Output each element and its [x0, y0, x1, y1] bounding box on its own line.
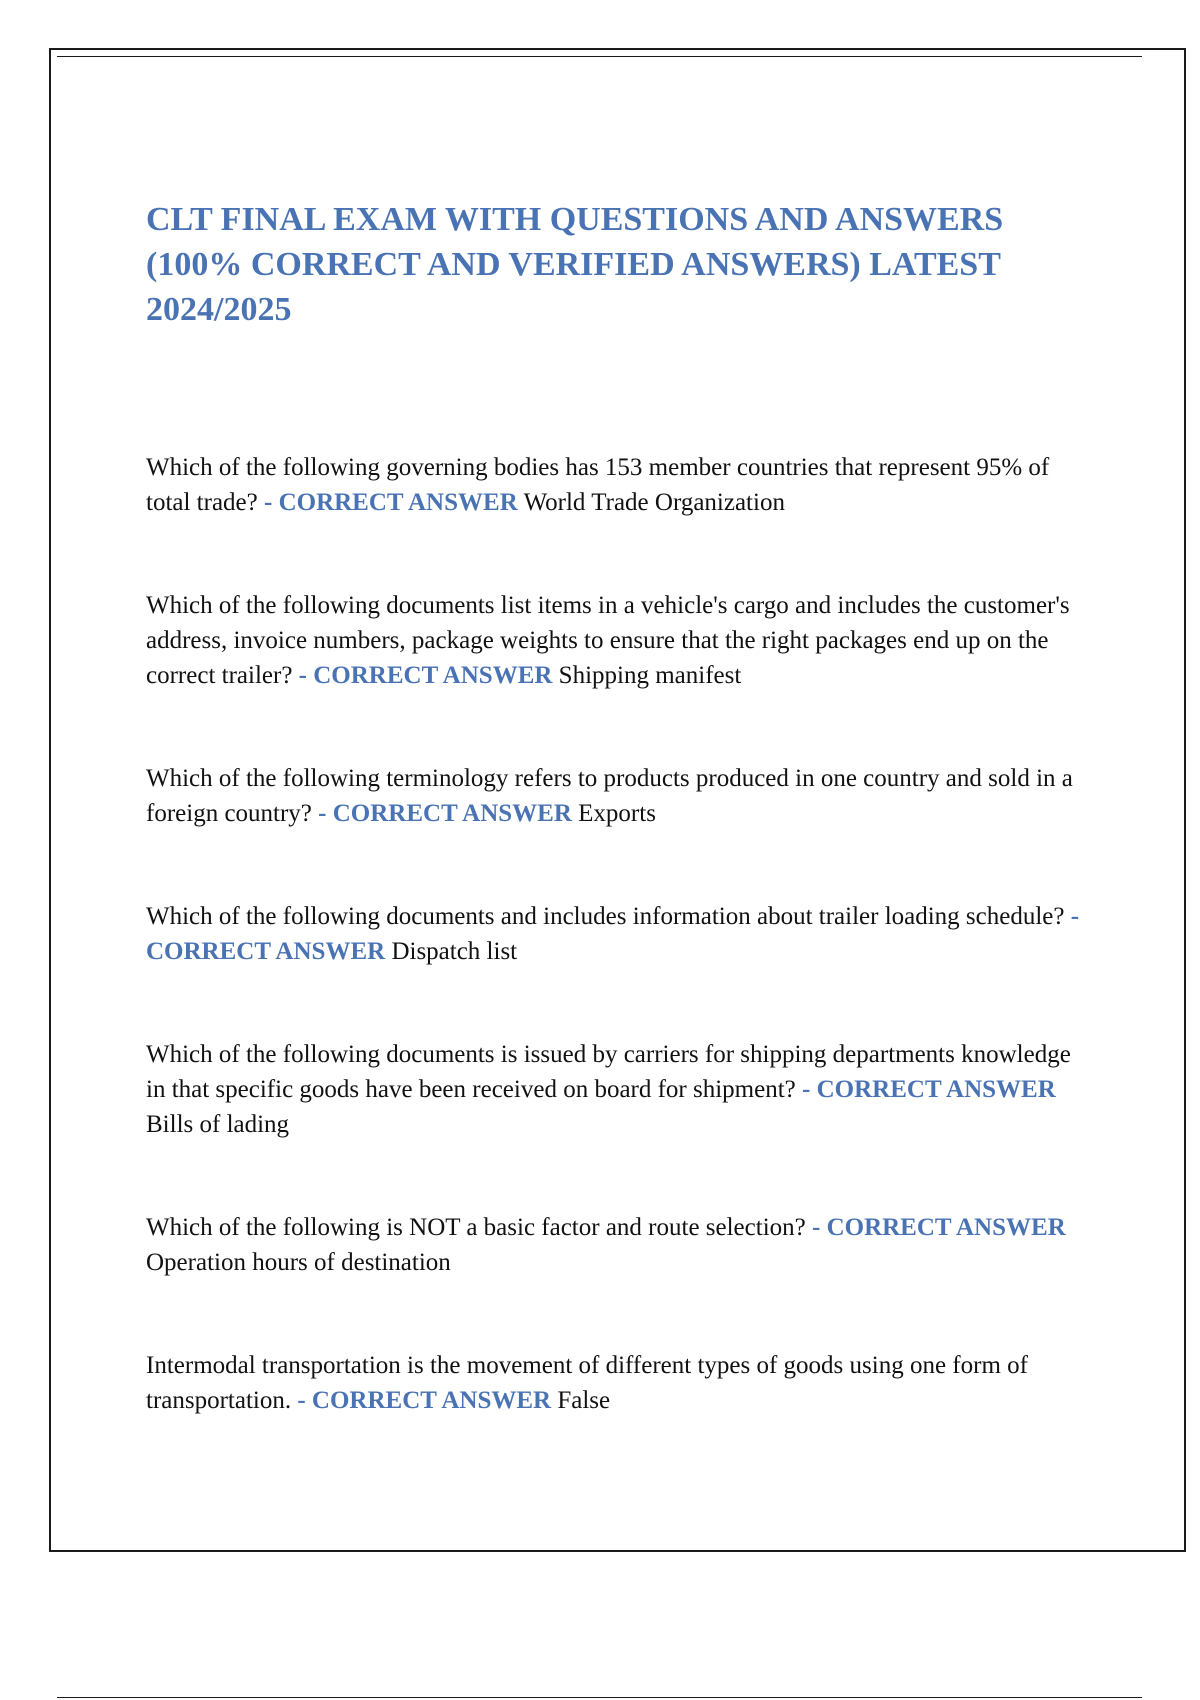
answer-text: World Trade Organization: [523, 489, 785, 516]
correct-answer-label: - CORRECT ANSWER: [264, 489, 518, 516]
bottom-rule: [57, 1697, 1142, 1698]
answer-text: Bills of lading: [146, 1111, 290, 1138]
qa-item: [146, 1210, 1096, 1280]
qa-item: [146, 588, 1096, 693]
answer-text: Exports: [578, 800, 656, 827]
qa-item: [146, 761, 1096, 831]
question-text: Which of the following documents is issued by carriers for shipping departments knowledge in that specific goods have been received on board for shipment?: [146, 1041, 1071, 1103]
question-text: Which of the following terminology refers to products produced in one country and sold in a foreign country?: [146, 765, 1073, 827]
question-text: Which of the following is NOT a basic factor and route selection?: [146, 1214, 806, 1241]
qa-item: [146, 1348, 1096, 1418]
correct-answer-label: - CORRECT ANSWER: [297, 1387, 552, 1414]
question-text: Which of the following documents and includes information about trailer loading schedule?: [146, 903, 1065, 930]
answer-text: Dispatch list: [391, 938, 518, 965]
qa-item: [146, 1037, 1096, 1142]
qa-item: [146, 450, 1096, 520]
qa-item: [146, 899, 1096, 969]
correct-answer-label: - CORRECT ANSWER: [812, 1214, 1066, 1241]
document-title: CLT FINAL EXAM WITH QUESTIONS AND ANSWERS (100% CORRECT AND VERIFIED ANSWERS) LATEST 2024/2025: [146, 201, 1004, 328]
correct-answer-label: - CORRECT ANSWER: [802, 1076, 1056, 1103]
answer-text: Operation hours of destination: [146, 1249, 451, 1276]
correct-answer-label: - CORRECT ANSWER: [318, 800, 572, 827]
correct-answer-label: - CORRECT ANSWER: [298, 662, 553, 689]
answer-text: False: [557, 1387, 611, 1414]
correct-answer-label: - CORRECT ANSWER: [146, 903, 1080, 965]
answer-text: Shipping manifest: [558, 662, 742, 689]
question-text: Which of the following documents list items in a vehicle's cargo and includes the customer's address, invoice numbers, package weights to ensure that the right packages end up on the correct trailer?: [146, 592, 1070, 689]
question-text: Intermodal transportation is the movement of different types of goods using one form of transportation.: [146, 1352, 1028, 1414]
top-rule: [57, 56, 1142, 57]
qa-list: [146, 450, 1096, 1418]
question-text: Which of the following governing bodies has 153 member countries that represent 95% of total trade?: [146, 454, 1050, 516]
